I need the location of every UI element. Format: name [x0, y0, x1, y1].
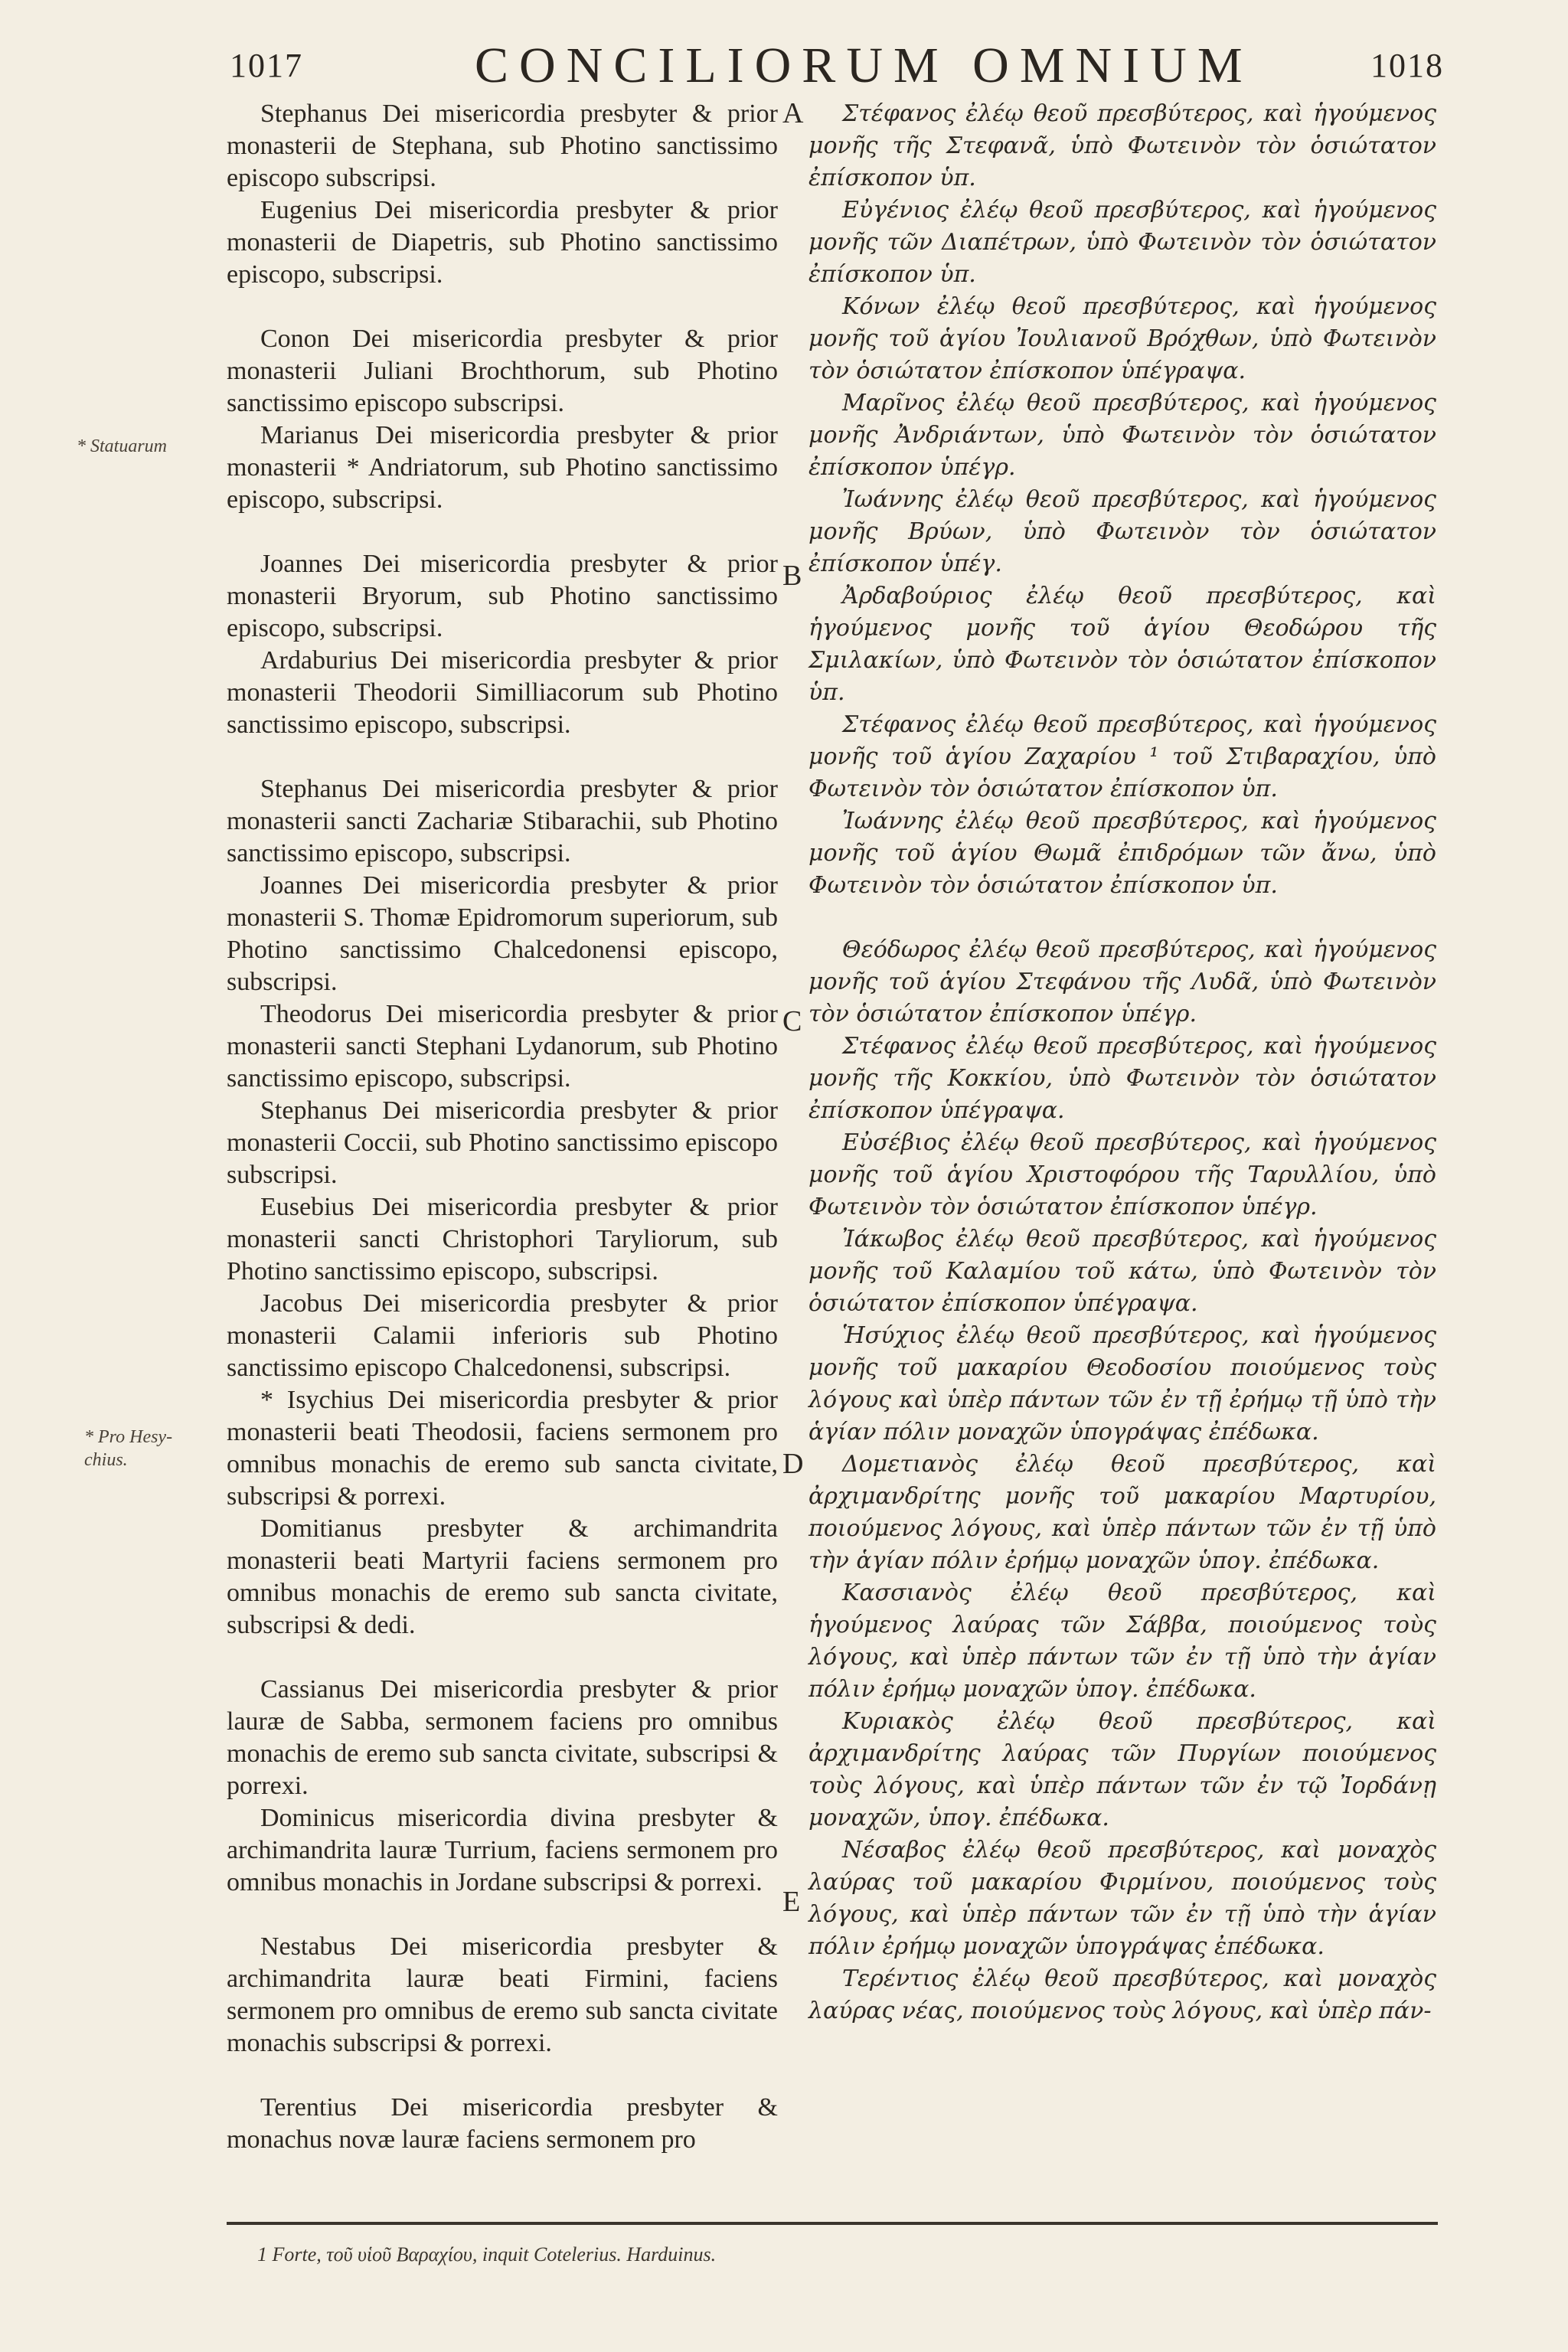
- greek-entry: Ἡσύχιος ἐλέῳ θεοῦ πρεσβύτερος, καὶ ἡγούμενος μονῆς τοῦ μακαρίου Θεοδοσίου ποιούμενος τοὺς λόγους καὶ ὑπὲρ πάντων τῶν ἐν τῇ ἐρήμῳ τῇ ὑπὸ τὴν ἁγίαν πόλιν μοναχῶν ὑπογράψας ἐπέδωκα.: [808, 1322, 1436, 1446]
- margin-note-statuarum: * Statuarum: [77, 436, 168, 456]
- greek-entry: Στέφανος ἐλέῳ θεοῦ πρεσβύτερος, καὶ ἡγούμενος μονῆς τῆς Κοκκίου, ὑπὸ Φωτεινὸν τὸν ὁσιώτατον ἐπίσκοπον ὑπέγραψα.: [808, 1033, 1436, 1124]
- latin-entry: Nestabus Dei misericordia presbyter & archimandrita lauræ beati Firmini, faciens sermonem pro omnibus de eremo sub sancta civitate monachis subscripsi & porrexi.: [227, 1932, 778, 2057]
- latin-entry: Stephanus Dei misericordia presbyter & prior monasterii sancti Zachariæ Stibarachii, sub Photino sanctissimo episcopo, subscripsi.: [227, 775, 778, 867]
- greek-entry: Εὐσέβιος ἐλέῳ θεοῦ πρεσβύτερος, καὶ ἡγούμενος μονῆς τοῦ ἁγίου Χριστοφόρου τῆς Ταρυλλίου, ὑπὸ Φωτεινὸν τὸν ὁσιώτατον ἐπίσκοπον ὑπέγρ.: [808, 1129, 1436, 1220]
- greek-column: [808, 98, 1436, 2027]
- latin-entry: * Isychius Dei misericordia presbyter & prior monasterii beati Theodosii, faciens sermonem pro omnibus monachis de eremo sub sancta civitate, subscripsi & porrexi.: [227, 1386, 778, 1511]
- footnote: 1 Forte, τοῦ υἱοῦ Βαραχίου, inquit Cotelerius. Harduinus.: [257, 2243, 717, 2265]
- greek-entry: Εὐγένιος ἐλέῳ θεοῦ πρεσβύτερος, καὶ ἡγούμενος μονῆς τῶν Διαπέτρων, ὑπὸ Φωτεινὸν τὸν ὁσιώτατον ἐπίσκοπον ὑπ.: [808, 197, 1436, 288]
- greek-entry: Μαρῖνος ἐλέῳ θεοῦ πρεσβύτερος, καὶ ἡγούμενος μονῆς Ἀνδριάντων, ὑπὸ Φωτεινὸν τὸν ὁσιώτατον ἐπίσκοπον ὑπέγρ.: [808, 390, 1436, 481]
- latin-column: [227, 98, 778, 2156]
- latin-entry: Theodorus Dei misericordia presbyter & prior monasterii sancti Stephani Lydanorum, sub Photino sanctissimo episcopo, subscripsi.: [227, 1000, 778, 1093]
- greek-entry: Στέφανος ἐλέῳ θεοῦ πρεσβύτερος, καὶ ἡγούμενος μονῆς τῆς Στεφανᾶ, ὑπὸ Φωτεινὸν τὸν ὁσιώτατον ἐπίσκοπον ὑπ.: [808, 100, 1436, 191]
- greek-entry: Ἰάκωβος ἐλέῳ θεοῦ πρεσβύτερος, καὶ ἡγούμενος μονῆς τοῦ Καλαμίου τοῦ κάτω, ὑπὸ Φωτεινὸν τὸν ὁσιώτατον ἐπίσκοπον ὑπέγραψα.: [808, 1226, 1436, 1317]
- latin-entry: Ardaburius Dei misericordia presbyter & prior monasterii Theodorii Similliacorum sub Photino sanctissimo episcopo, subscripsi.: [227, 646, 778, 739]
- latin-entry: Marianus Dei misericordia presbyter & prior monasterii * Andriatorum, sub Photino sanctissimo episcopo, subscripsi.: [227, 421, 778, 514]
- section-letter-c: C: [782, 1005, 802, 1037]
- greek-entry: Ἀρδαβούριος ἐλέῳ θεοῦ πρεσβύτερος, καὶ ἡγούμενος μονῆς τοῦ ἁγίου Θεοδώρου τῆς Σμιλακίων, ὑπὸ Φωτεινὸν τὸν ὁσιώτατον ἐπίσκοπον ὑπ.: [808, 583, 1436, 706]
- greek-entry: Τερέντιος ἐλέῳ θεοῦ πρεσβύτερος, καὶ μοναχὸς λαύρας νέας, ποιούμενος τοὺς λόγους, καὶ ὑπὲρ πάν-: [808, 1965, 1436, 2024]
- section-letter-b: B: [782, 560, 802, 592]
- latin-entry: Joannes Dei misericordia presbyter & prior monasterii S. Thomæ Epidromorum superiorum, sub Photino sanctissimo Chalcedonensi episcopo, subscripsi.: [227, 871, 778, 996]
- latin-entry: Cassianus Dei misericordia presbyter & prior lauræ de Sabba, sermonem faciens pro omnibus monachis de eremo sub sancta civitate, subscripsi & porrexi.: [227, 1675, 778, 1800]
- section-letter-a: A: [782, 97, 804, 129]
- greek-entry: Ἰωάννης ἐλέῳ θεοῦ πρεσβύτερος, καὶ ἡγούμενος μονῆς τοῦ ἁγίου Θωμᾶ ἐπιδρόμων τῶν ἄνω, ὑπὸ Φωτεινὸν τὸν ὁσιώτατον ἐπίσκοπον ὑπ.: [808, 808, 1436, 899]
- latin-entry: Domitianus presbyter & archimandrita monasterii beati Martyrii faciens sermonem pro omnibus monachis de eremo sub sancta civitate, subscripsi & dedi.: [227, 1514, 778, 1639]
- greek-entry: Ἰωάννης ἐλέῳ θεοῦ πρεσβύτερος, καὶ ἡγούμενος μονῆς Βρύων, ὑπὸ Φωτεινὸν τὸν ὁσιώτατον ἐπίσκοπον ὑπέγ.: [808, 486, 1436, 577]
- latin-entry: Stephanus Dei misericordia presbyter & prior monasterii de Stephana, sub Photino sanctissimo episcopo subscripsi.: [227, 100, 778, 192]
- greek-entry: Δομετιανὸς ἐλέῳ θεοῦ πρεσβύτερος, καὶ ἀρχιμανδρίτης μονῆς τοῦ μακαρίου Μαρτυρίου, ποιούμενος λόγους, καὶ ὑπὲρ πάντων τῶν ἐν τῇ ὑπὸ τὴν ἁγίαν πόλιν ἐρήμῳ μοναχῶν ὑπογ. ἐπέδωκα.: [808, 1451, 1436, 1574]
- greek-entry: Κυριακὸς ἐλέῳ θεοῦ πρεσβύτερος, καὶ ἀρχιμανδρίτης λαύρας τῶν Πυργίων ποιούμενος τοὺς λόγους, καὶ ὑπὲρ πάντων τῶν ἐν τῷ Ἰορδάνῃ μοναχῶν, ὑπογ. ἐπέδωκα.: [808, 1708, 1436, 1831]
- greek-entry: Νέσαβος ἐλέῳ θεοῦ πρεσβύτερος, καὶ μοναχὸς λαύρας τοῦ μακαρίου Φιρμίνου, ποιούμενος τοὺς λόγους, καὶ ὑπὲρ πάντων τῶν ἐν τῇ ὑπὸ τὴν ἁγίαν πόλιν ἐρήμῳ μοναχῶν ὑπογράψας ἐπέδωκα.: [808, 1837, 1436, 1960]
- page-number-right: 1018: [1370, 47, 1444, 84]
- section-letter-d: D: [782, 1448, 804, 1480]
- margin-note-hesychius: * Pro Hesy-chius.: [84, 1427, 173, 1470]
- latin-entry: Dominicus misericordia divina presbyter & archimandrita lauræ Turrium, faciens sermonem pro omnibus monachis in Jordane subscripsi & porrexi.: [227, 1804, 778, 1896]
- greek-entry: Κασσιανὸς ἐλέῳ θεοῦ πρεσβύτερος, καὶ ἡγούμενος λαύρας τῶν Σάββα, ποιούμενος τοὺς λόγους, καὶ ὑπὲρ πάντων τῶν ἐν τῇ ὑπὸ τὴν ἁγίαν πόλιν ἐρήμῳ μοναχῶν ὑπογ. ἐπέδωκα.: [808, 1579, 1436, 1703]
- latin-entry: Eusebius Dei misericordia presbyter & prior monasterii sancti Christophori Taryliorum, sub Photino sanctissimo episcopo, subscripsi.: [227, 1193, 778, 1285]
- latin-entry: Eugenius Dei misericordia presbyter & prior monasterii de Diapetris, sub Photino sanctissimo episcopo, subscripsi.: [227, 196, 778, 289]
- greek-entry: Θεόδωρος ἐλέῳ θεοῦ πρεσβύτερος, καὶ ἡγούμενος μονῆς τοῦ ἁγίου Στεφάνου τῆς Λυδᾶ, ὑπὸ Φωτεινὸν τὸν ὁσιώτατον ἐπίσκοπον ὑπέγρ.: [808, 936, 1436, 1027]
- section-letter-e: E: [782, 1886, 801, 1918]
- latin-entry: Conon Dei misericordia presbyter & prior monasterii Juliani Brochthorum, sub Photino sanctissimo episcopo subscripsi.: [227, 325, 778, 417]
- latin-entry: Stephanus Dei misericordia presbyter & prior monasterii Coccii, sub Photino sanctissimo episcopo subscripsi.: [227, 1096, 778, 1189]
- page-number-left: 1017: [230, 47, 303, 84]
- latin-entry: Jacobus Dei misericordia presbyter & prior monasterii Calamii inferioris sub Photino sanctissimo episcopo Chalcedonensi, subscripsi.: [227, 1289, 778, 1382]
- footnote-rule: [227, 2222, 1438, 2225]
- greek-entry: Κόνων ἐλέῳ θεοῦ πρεσβύτερος, καὶ ἡγούμενος μονῆς τοῦ ἁγίου Ἰουλιανοῦ Βρόχθων, ὑπὸ Φωτεινὸν τὸν ὁσιώτατον ἐπίσκοπον ὑπέγραψα.: [808, 293, 1436, 384]
- running-head: CONCILIORUM OMNIUM: [475, 38, 1253, 93]
- latin-entry: Joannes Dei misericordia presbyter & prior monasterii Bryorum, sub Photino sanctissimo episcopo, subscripsi.: [227, 550, 778, 642]
- latin-entry: Terentius Dei misericordia presbyter & monachus novæ lauræ faciens sermonem pro: [227, 2093, 778, 2154]
- greek-entry: Στέφανος ἐλέῳ θεοῦ πρεσβύτερος, καὶ ἡγούμενος μονῆς τοῦ ἁγίου Ζαχαρίου ¹ τοῦ Στιβαραχίου, ὑπὸ Φωτεινὸν τὸν ὁσιώτατον ἐπίσκοπον ὑπ.: [808, 711, 1436, 802]
